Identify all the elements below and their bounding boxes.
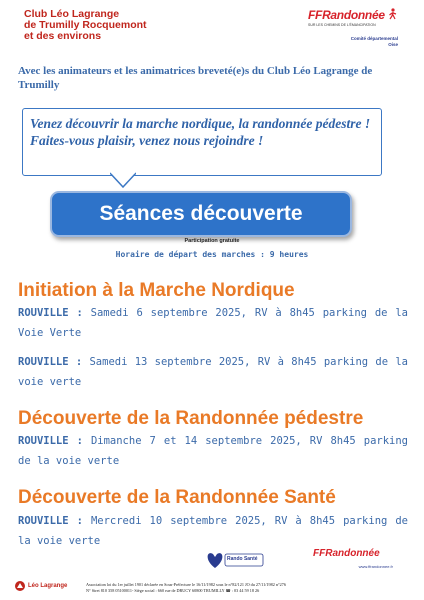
schedule-entry [18, 352, 408, 392]
departure-time: Horaire de départ des marches : 9 heures [115, 250, 309, 259]
callout-text [30, 115, 375, 149]
entry-location: ROUVILLE : [18, 356, 83, 368]
schedule-entry [18, 511, 408, 551]
entry-details: Mercredi 10 septembre 2025, RV à 8h45 parking de la voie verte [18, 515, 408, 547]
entry-location: ROUVILLE : [18, 515, 83, 527]
entry-details: Samedi 13 septembre 2025, RV à 8h45 parking de la voie verte [18, 356, 408, 388]
ffr-footer-url: www.ffrandonnee.fr [358, 564, 393, 569]
leo-lagrange-emblem-icon [14, 580, 26, 592]
intro-text: Avec les animateurs et les animatrices breveté(e)s du Club Léo Lagrange de Trumilly [18, 65, 373, 91]
participation-note: Participation gratuite [184, 238, 240, 244]
ffrandonnee-footer-logo [313, 548, 393, 576]
schedule-entry [18, 431, 408, 471]
entry-location: ROUVILLE : [18, 435, 83, 447]
entry-details: Dimanche 7 et 14 septembre 2025, RV 8h45 parking de la voie verte [18, 435, 408, 467]
ffrandonnee-logo [308, 8, 398, 64]
rando-sante-logo [205, 548, 265, 574]
entry-location: ROUVILLE : [18, 307, 83, 319]
leo-lagrange-label: Léo Lagrange [28, 583, 68, 589]
ffr-footer-brand: FFRandonnée [313, 548, 380, 559]
ffr-tagline: SUR LES CHEMINS DE L'ÉMANCIPATION [308, 23, 376, 27]
section-title-marche-nordique: Initiation à la Marche Nordique [18, 280, 295, 301]
callout-line-2: Faites-vous plaisir, venez nous rejoindre ! [30, 133, 264, 148]
legal-line-1: Association loi du 1er juillet 1901 déclarée en Sous-Préfecture le 16/11/1982 sous le n°82/121 JO du 27/11/1982 n°276 [86, 582, 286, 587]
club-name-line-1: Club Léo Lagrange [24, 8, 120, 20]
ffr-comite: Comité départemental [350, 36, 398, 41]
section-title-randonnee-sante: Découverte de la Randonnée Santé [18, 487, 336, 508]
callout-pointer [110, 172, 136, 188]
club-name-line-2: de Trumilly Rocquemont [24, 19, 147, 31]
schedule-entry [18, 303, 408, 343]
club-name-line-3: et des environs [24, 30, 102, 42]
leo-lagrange-footer-logo [14, 580, 82, 594]
entry-details: Samedi 6 septembre 2025, RV à 8h45 parking de la Voie Verte [18, 307, 408, 339]
legal-line-2: N° Siret 810 358 05100011- Siège social : 660 rue de DRUCY 60800 TRUMILLY ☎ : 03 44 59 18 26 [86, 588, 260, 593]
section-title-randonnee-pedestre: Découverte de la Randonnée pédestre [18, 408, 364, 429]
hiker-icon [388, 8, 398, 20]
legal-notice [86, 582, 418, 594]
rando-sante-label: Rando Santé [227, 556, 258, 562]
club-name [24, 9, 224, 42]
ffr-logo-randonnee: Randonnée [322, 8, 385, 22]
callout-line-1: Venez découvrir la marche nordique, la randonnée pédestre ! [30, 116, 371, 131]
ffr-region: Oise [388, 42, 398, 47]
ffr-logo-ff: FF [308, 8, 323, 22]
seances-banner: Séances découverte [50, 191, 352, 237]
